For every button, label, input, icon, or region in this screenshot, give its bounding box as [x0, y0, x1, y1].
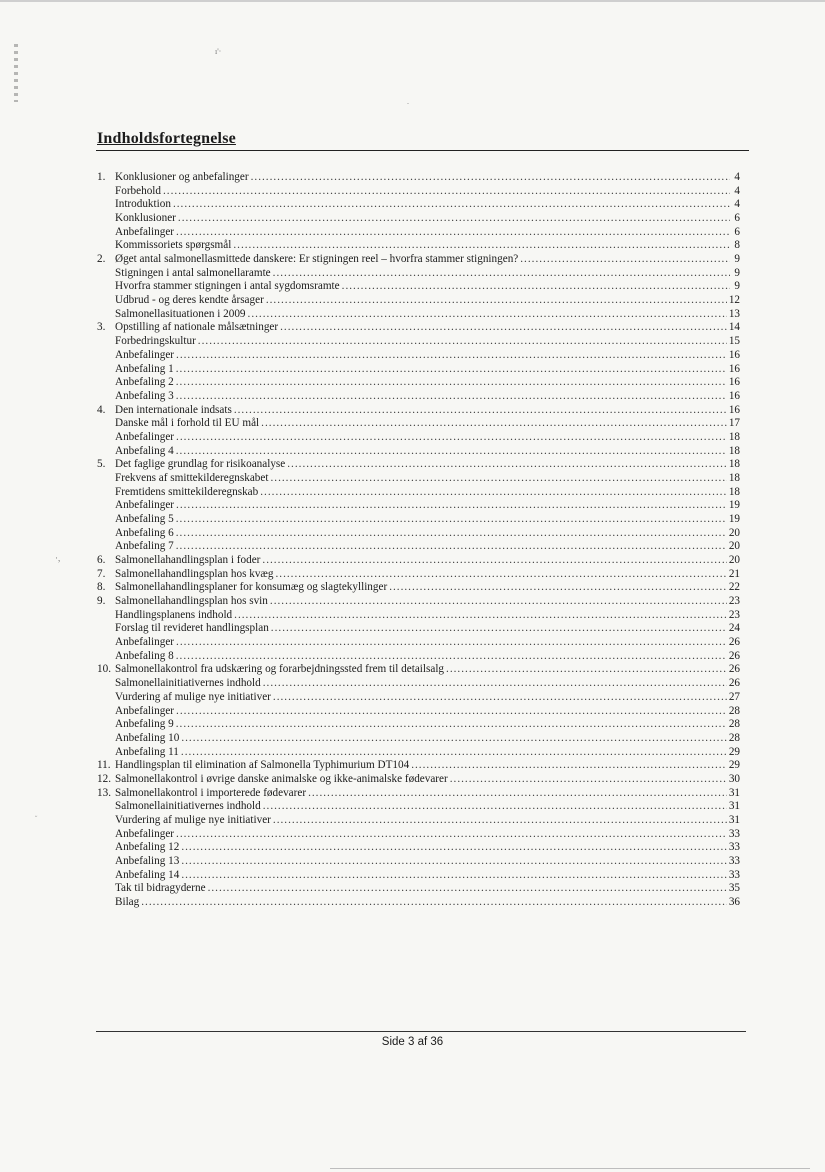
- toc-dot-leader: [176, 635, 727, 649]
- toc-entry-page-number: 13: [728, 307, 740, 320]
- toc-entry-title: Bilag: [115, 896, 140, 909]
- toc-entry[interactable]: [115, 854, 740, 868]
- toc-dot-leader: [176, 717, 727, 731]
- toc-entry-number: 10.: [97, 663, 111, 676]
- footer-divider: [96, 1031, 746, 1032]
- toc-dot-leader: [270, 471, 726, 485]
- toc-entry[interactable]: [97, 403, 740, 417]
- toc-entry-page-number: 9: [734, 280, 740, 293]
- toc-entry[interactable]: [115, 334, 740, 348]
- toc-entry[interactable]: [115, 539, 740, 553]
- toc-entry-number: 2.: [97, 253, 106, 266]
- toc-entry[interactable]: [115, 362, 740, 376]
- toc-entry[interactable]: [115, 485, 740, 499]
- toc-entry-page-number: 28: [728, 704, 740, 717]
- toc-entry-title: Anbefaling 3: [115, 389, 174, 402]
- toc-entry-page-number: 9: [734, 266, 740, 279]
- toc-dot-leader: [262, 553, 726, 567]
- toc-entry[interactable]: [115, 799, 740, 813]
- toc-entry-title: Danske mål i forhold til EU mål: [115, 417, 260, 430]
- toc-entry-title: Anbefaling 12: [115, 841, 180, 854]
- toc-entry-title: Handlingsplanens indhold: [115, 608, 233, 621]
- toc-entry-title: Handlingsplan til elimination af Salmonella Typhimurium DT104: [115, 759, 410, 772]
- toc-entry[interactable]: [97, 457, 740, 471]
- toc-entry-number: 6.: [97, 554, 106, 567]
- toc-entry-page-number: 15: [728, 335, 740, 348]
- toc-entry-title: Forslag til revideret handlingsplan: [115, 622, 269, 635]
- toc-entry[interactable]: [115, 813, 740, 827]
- toc-entry[interactable]: [115, 471, 740, 485]
- toc-entry-page-number: 20: [728, 554, 740, 567]
- toc-dot-leader: [280, 320, 727, 334]
- scan-speck: ı'·: [215, 47, 222, 56]
- toc-entry-title: Den internationale indsats: [115, 403, 232, 416]
- toc-entry[interactable]: [115, 690, 740, 704]
- toc-entry-page-number: 16: [728, 362, 740, 375]
- toc-dot-leader: [176, 389, 727, 403]
- toc-entry-page-number: 12: [728, 294, 740, 307]
- toc-entry-page-number: 21: [728, 567, 740, 580]
- toc-entry[interactable]: [97, 662, 740, 676]
- toc-dot-leader: [342, 279, 730, 293]
- toc-entry-number: 5.: [97, 458, 106, 471]
- toc-dot-leader: [176, 498, 727, 512]
- toc-entry[interactable]: [115, 279, 740, 293]
- toc-entry[interactable]: [97, 553, 740, 567]
- toc-entry-title: Frekvens af smittekilderegnskabet: [115, 471, 269, 484]
- toc-dot-leader: [176, 348, 727, 362]
- toc-dot-leader: [389, 580, 727, 594]
- toc-dot-leader: [176, 225, 730, 239]
- toc-dot-leader: [176, 430, 727, 444]
- toc-entry[interactable]: [115, 827, 740, 841]
- toc-dot-leader: [234, 403, 727, 417]
- toc-entry-page-number: 26: [728, 663, 740, 676]
- toc-entry-page-number: 24: [728, 622, 740, 635]
- toc-entry-title: Anbefaling 9: [115, 718, 174, 731]
- toc-dot-leader: [176, 362, 727, 376]
- toc-entry-number: 13.: [97, 786, 111, 799]
- toc-entry-page-number: 31: [728, 800, 740, 813]
- toc-entry-page-number: 16: [728, 376, 740, 389]
- toc-entry[interactable]: [97, 170, 740, 184]
- toc-entry-title: Anbefaling 11: [115, 745, 179, 758]
- toc-dot-leader: [141, 895, 727, 909]
- toc-entry-title: Anbefalinger: [115, 827, 175, 840]
- toc-dot-leader: [251, 170, 730, 184]
- toc-dot-leader: [176, 444, 727, 458]
- toc-entry-page-number: 33: [728, 841, 740, 854]
- toc-dot-leader: [176, 539, 727, 553]
- toc-entry[interactable]: [97, 320, 740, 334]
- toc-entry-title: Anbefalinger: [115, 499, 175, 512]
- toc-entry-title: Vurdering af mulige nye initiativer: [115, 813, 271, 826]
- toc-entry-title: Vurdering af mulige nye initiativer: [115, 690, 271, 703]
- toc-entry-page-number: 6: [734, 225, 740, 238]
- toc-entry-title: Anbefalinger: [115, 225, 175, 238]
- toc-entry-page-number: 19: [728, 499, 740, 512]
- toc-dot-leader: [178, 211, 730, 225]
- toc-entry-page-number: 33: [728, 868, 740, 881]
- toc-entry[interactable]: [115, 868, 740, 882]
- toc-entry[interactable]: [115, 745, 740, 759]
- toc-entry-number: 3.: [97, 321, 106, 334]
- toc-entry[interactable]: [115, 731, 740, 745]
- toc-entry-page-number: 14: [728, 321, 740, 334]
- toc-entry[interactable]: [115, 717, 740, 731]
- toc-entry[interactable]: [115, 293, 740, 307]
- toc-entry-title: Salmonellahandlingsplan i foder: [115, 554, 261, 567]
- toc-entry-page-number: 26: [728, 677, 740, 690]
- toc-entry-page-number: 18: [728, 485, 740, 498]
- toc-dot-leader: [173, 197, 730, 211]
- toc-entry-page-number: 4: [734, 198, 740, 211]
- toc-entry[interactable]: [115, 635, 740, 649]
- toc-entry-page-number: 35: [728, 882, 740, 895]
- toc-entry-page-number: 30: [728, 772, 740, 785]
- toc-dot-leader: [287, 457, 727, 471]
- toc-entry[interactable]: [115, 704, 740, 718]
- toc-entry-page-number: 28: [728, 731, 740, 744]
- toc-entry[interactable]: [115, 348, 740, 362]
- toc-entry-page-number: 33: [728, 827, 740, 840]
- page-title: Indholdsfortegnelse: [97, 130, 236, 147]
- toc-entry-title: Øget antal salmonellasmittede danskere: Er stigningen reel – hvorfra stammer stigningen?: [115, 253, 519, 266]
- toc-entry-title: Anbefaling 7: [115, 540, 174, 553]
- toc-entry-page-number: 26: [728, 649, 740, 662]
- toc-dot-leader: [176, 704, 727, 718]
- toc-entry[interactable]: [97, 594, 740, 608]
- toc-entry-title: Anbefaling 1: [115, 362, 174, 375]
- toc-dot-leader: [176, 649, 727, 663]
- toc-entry-title: Det faglige grundlag for risikoanalyse: [115, 458, 286, 471]
- toc-entry[interactable]: [115, 389, 740, 403]
- title-divider: [96, 150, 749, 151]
- toc-entry-page-number: 17: [728, 417, 740, 430]
- toc-entry-page-number: 22: [728, 581, 740, 594]
- toc-entry-title: Opstilling af nationale målsætninger: [115, 321, 279, 334]
- toc-entry-title: Anbefaling 4: [115, 444, 174, 457]
- toc-entry[interactable]: [115, 512, 740, 526]
- toc-entry-title: Salmonellahandlingsplan hos svin: [115, 595, 268, 608]
- toc-dot-leader: [411, 758, 727, 772]
- toc-dot-leader: [263, 676, 727, 690]
- toc-dot-leader: [273, 813, 727, 827]
- toc-entry-page-number: 6: [734, 212, 740, 225]
- toc-entry-title: Forbehold: [115, 184, 161, 197]
- toc-dot-leader: [263, 799, 727, 813]
- toc-entry-title: Kommissoriets spørgsmål: [115, 239, 232, 252]
- toc-entry-page-number: 28: [728, 718, 740, 731]
- toc-entry-page-number: 31: [728, 813, 740, 826]
- toc-entry[interactable]: [115, 840, 740, 854]
- toc-entry-title: Salmonellakontrol i øvrige danske animalske og ikke-animalske fødevarer: [115, 772, 448, 785]
- toc-entry-number: 11.: [97, 759, 111, 772]
- toc-entry-title: Stigningen i antal salmonellaramte: [115, 266, 271, 279]
- toc-entry-page-number: 29: [728, 745, 740, 758]
- scan-speck: ·,: [55, 553, 61, 563]
- toc-entry[interactable]: [115, 526, 740, 540]
- toc-entry[interactable]: [97, 758, 740, 772]
- toc-dot-leader: [176, 827, 727, 841]
- toc-dot-leader: [181, 868, 727, 882]
- toc-entry-page-number: 9: [734, 253, 740, 266]
- toc-entry[interactable]: [115, 621, 740, 635]
- toc-entry-title: Anbefaling 6: [115, 526, 174, 539]
- toc-dot-leader: [520, 252, 730, 266]
- toc-dot-leader: [446, 662, 727, 676]
- toc-entry[interactable]: [115, 307, 740, 321]
- toc-entry[interactable]: [115, 197, 740, 211]
- toc-entry-title: Konklusioner: [115, 212, 176, 225]
- toc-entry[interactable]: [97, 580, 740, 594]
- toc-entry-page-number: 19: [728, 513, 740, 525]
- toc-entry-title: Fremtidens smittekilderegnskab: [115, 485, 259, 498]
- toc-dot-leader: [176, 526, 727, 540]
- scan-bottom-edge: [330, 1168, 810, 1169]
- toc-entry-number: 9.: [97, 595, 106, 608]
- toc-entry-title: Salmonellainitiativernes indhold: [115, 677, 261, 690]
- toc-dot-leader: [163, 184, 730, 198]
- toc-entry[interactable]: [115, 375, 740, 389]
- toc-entry[interactable]: [115, 895, 740, 909]
- toc-entry-page-number: 16: [728, 389, 740, 402]
- toc-entry[interactable]: [115, 430, 740, 444]
- toc-entry-page-number: 18: [728, 444, 740, 457]
- toc-dot-leader: [273, 266, 730, 280]
- toc-entry-title: Salmonellakontrol i importerede fødevarer: [115, 786, 307, 799]
- toc-entry-title: Anbefalinger: [115, 704, 175, 717]
- toc-entry-page-number: 18: [728, 430, 740, 443]
- toc-entry-title: Udbrud - og deres kendte årsager: [115, 294, 264, 307]
- toc-entry-page-number: 4: [734, 184, 740, 197]
- toc-dot-leader: [181, 854, 727, 868]
- scan-mark: [14, 44, 18, 102]
- toc-entry-page-number: 23: [728, 608, 740, 621]
- toc-dot-leader: [248, 307, 727, 321]
- toc-dot-leader: [208, 881, 727, 895]
- toc-entry[interactable]: [97, 252, 740, 266]
- toc-entry-title: Anbefaling 2: [115, 376, 174, 389]
- toc-entry-page-number: 29: [728, 759, 740, 772]
- toc-entry[interactable]: [115, 184, 740, 198]
- toc-entry-title: Introduktion: [115, 198, 171, 211]
- toc-entry-title: Salmonellainitiativernes indhold: [115, 800, 261, 813]
- toc-entry[interactable]: [115, 211, 740, 225]
- toc-entry[interactable]: [115, 649, 740, 663]
- toc-entry[interactable]: [97, 567, 740, 581]
- toc-entry-title: Tak til bidragyderne: [115, 882, 206, 895]
- toc-entry-number: 1.: [97, 171, 106, 183]
- toc-entry[interactable]: [115, 444, 740, 458]
- toc-dot-leader: [261, 416, 727, 430]
- toc-dot-leader: [450, 772, 727, 786]
- toc-entry-page-number: 4: [734, 171, 740, 183]
- toc-dot-leader: [271, 621, 727, 635]
- toc-entry[interactable]: [97, 772, 740, 786]
- toc-entry-title: Salmonellakontrol fra udskæring og forarbejdningssted frem til detailsalg: [115, 663, 445, 676]
- toc-entry-page-number: 20: [728, 526, 740, 539]
- toc-entry-page-number: 16: [728, 403, 740, 416]
- toc-entry-title: Salmonellahandlingsplaner for konsumæg og slagtekyllinger: [115, 581, 388, 594]
- toc-entry-number: 8.: [97, 581, 106, 594]
- scan-speck: -: [407, 101, 409, 107]
- toc-entry-page-number: 18: [728, 458, 740, 471]
- toc-entry[interactable]: [115, 238, 740, 252]
- toc-dot-leader: [181, 840, 727, 854]
- toc-entry-title: Salmonellahandlingsplan hos kvæg: [115, 567, 274, 580]
- toc-entry-title: Anbefaling 5: [115, 513, 174, 525]
- toc-entry-page-number: 33: [728, 855, 740, 867]
- toc-dot-leader: [275, 567, 726, 581]
- toc-entry-page-number: 16: [728, 348, 740, 361]
- toc-dot-leader: [270, 594, 727, 608]
- toc-entry[interactable]: [115, 225, 740, 239]
- toc-entry[interactable]: [115, 881, 740, 895]
- toc-entry[interactable]: [115, 608, 740, 622]
- toc-entry-title: Konklusioner og anbefalinger: [115, 171, 249, 183]
- toc-entry-title: Anbefalinger: [115, 636, 175, 649]
- toc-entry-title: Hvorfra stammer stigningen i antal sygdomsramte: [115, 280, 340, 293]
- toc-entry-title: Anbefaling 13: [115, 855, 180, 867]
- toc-entry-title: Forbedringskultur: [115, 335, 196, 348]
- toc-entry-title: Anbefaling 8: [115, 649, 174, 662]
- toc-dot-leader: [233, 238, 730, 252]
- toc-dot-leader: [273, 690, 727, 704]
- scan-top-edge: [0, 0, 825, 2]
- toc-dot-leader: [176, 375, 727, 389]
- toc-entry[interactable]: [115, 676, 740, 690]
- toc-entry-title: Anbefaling 10: [115, 731, 180, 744]
- toc-entry-number: 4.: [97, 403, 106, 416]
- toc-entry[interactable]: [97, 786, 740, 800]
- toc-entry-page-number: 23: [728, 595, 740, 608]
- toc-entry[interactable]: [115, 416, 740, 430]
- page-footer: Side 3 af 36: [381, 1036, 444, 1048]
- toc-entry-number: 7.: [97, 567, 106, 580]
- toc-entry-page-number: 18: [728, 471, 740, 484]
- toc-dot-leader: [260, 485, 727, 499]
- toc-entry-title: Anbefalinger: [115, 348, 175, 361]
- toc-dot-leader: [181, 731, 727, 745]
- toc-entry[interactable]: [115, 498, 740, 512]
- scan-speck: ᵕ: [35, 812, 38, 821]
- toc-entry-page-number: 31: [728, 786, 740, 799]
- toc-entry-page-number: 26: [728, 636, 740, 649]
- toc-entry-title: Salmonellasituationen i 2009: [115, 307, 246, 320]
- toc-entry-title: Anbefaling 14: [115, 868, 180, 881]
- toc-entry[interactable]: [115, 266, 740, 280]
- toc-entry-page-number: 36: [728, 896, 740, 909]
- toc-entry-page-number: 8: [734, 239, 740, 252]
- toc-entry-page-number: 27: [728, 690, 740, 703]
- toc-dot-leader: [198, 334, 727, 348]
- toc-entry-page-number: 20: [728, 540, 740, 553]
- toc-entry-title: Anbefalinger: [115, 430, 175, 443]
- toc-dot-leader: [176, 512, 727, 526]
- toc-entry-number: 12.: [97, 772, 111, 785]
- toc-dot-leader: [266, 293, 727, 307]
- toc-dot-leader: [308, 786, 727, 800]
- toc-dot-leader: [181, 745, 727, 759]
- toc-dot-leader: [234, 608, 727, 622]
